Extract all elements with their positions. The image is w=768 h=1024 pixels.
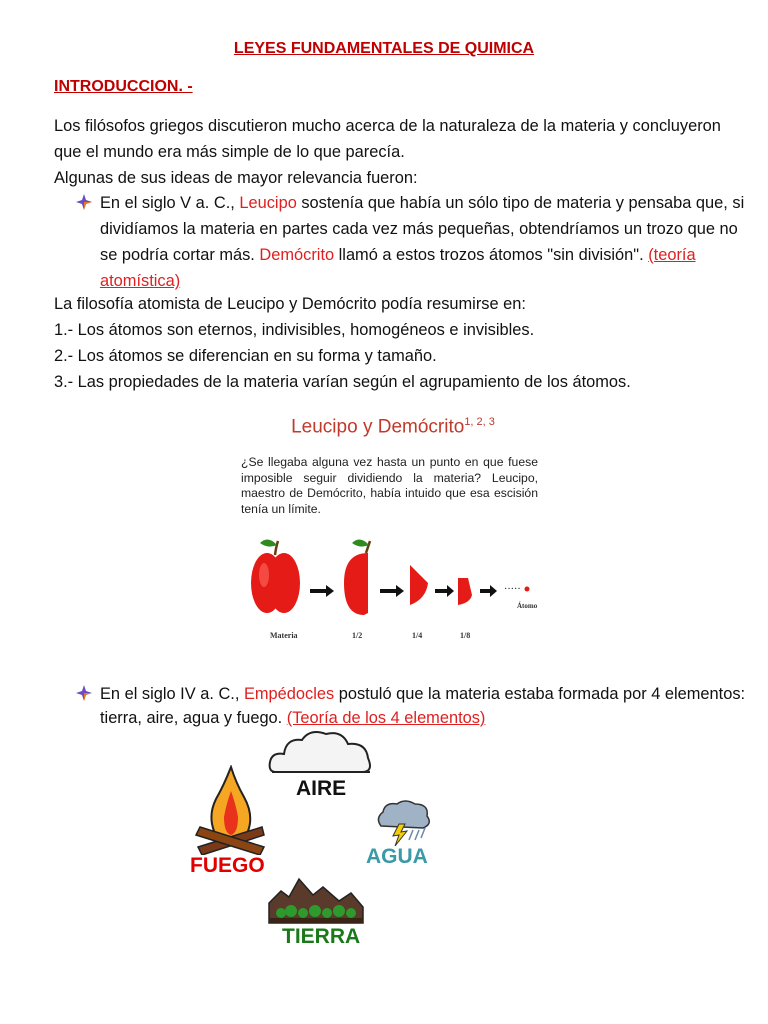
bullet-2-line-2: tierra, aire, agua y fuego. (Teoría de los 4 elementos) [100, 709, 486, 727]
theory-link-cont[interactable]: atomística) [100, 272, 181, 290]
bullet-arrow-icon [76, 685, 92, 701]
bullet-1-line-2: dividíamos la materia en partes cada vez más pequeñas, obtendríamos un trozo que no [100, 220, 738, 238]
label-fuego: FUEGO [190, 854, 265, 877]
svg-text:·····: ····· [504, 584, 521, 595]
name-democrito: Demócrito [259, 246, 335, 264]
quarter-apple-icon [410, 565, 428, 605]
label-tierra: TIERRA [282, 925, 361, 948]
campfire-icon [194, 765, 268, 855]
cloud-icon [268, 728, 376, 776]
page-title: LEYES FUNDAMENTALES DE QUIMICA [233, 40, 535, 57]
storm-cloud-icon [375, 798, 433, 846]
figure-caption: ¿Se llegaba alguna vez hasta un punto en que fuese imposible seguir dividiendo la materia? Leucipo, maestro de Demócrito, había intuido que esa escisión tenía un límite. [241, 455, 538, 516]
bullet-2-line-1: En el siglo IV a. C., Empédocles postuló que la materia estaba formada por 4 elementos: [100, 685, 746, 703]
bullet-1-line-3: se podría cortar más. Demócrito llamó a estos trozos átomos "sin división". (teoría [100, 246, 696, 264]
half-apple-icon [344, 539, 370, 615]
apple-division-figure [240, 525, 540, 645]
label-eighth: 1/8 [460, 631, 471, 640]
name-leucipo: Leucipo [239, 194, 297, 212]
name-empedocles: Empédocles [243, 685, 335, 703]
theory-link[interactable]: (teoría [648, 246, 696, 264]
label-materia: Materia [270, 631, 298, 640]
atomism-item: 3.- Las propiedades de la materia varían según el agrupamiento de los átomos. [54, 373, 631, 391]
atomism-item: 2.- Los átomos se diferencian en su forma y tamaño. [54, 347, 437, 365]
bullet-arrow-icon [76, 194, 92, 210]
theory-4-elements-link[interactable]: (Teoría de los 4 elementos) [286, 709, 486, 727]
atomism-item: 1.- Los átomos son eternos, indivisibles, homogéneos e invisibles. [54, 321, 535, 339]
atomism-intro: La filosofía atomista de Leucipo y Demócrito podía resumirse en: [54, 295, 526, 313]
mountains-icon [267, 873, 365, 925]
label-agua: AGUA [366, 845, 428, 868]
bullet-1-line-1: En el siglo V a. C., Leucipo sostenía que había un sólo tipo de materia y pensaba que, si [100, 194, 745, 212]
apple-icon [251, 539, 300, 613]
label-quarter: 1/4 [412, 631, 423, 640]
label-aire: AIRE [296, 777, 347, 800]
figure-title: Leucipo y Demócrito$^{1, 2, 3}$ [291, 416, 495, 438]
label-half: 1/2 [352, 631, 363, 640]
atom-dot [525, 587, 530, 592]
paragraph-line: Los filósofos griegos discutieron mucho acerca de la naturaleza de la materia y concluyeron [54, 117, 721, 135]
paragraph-line: que el mundo era más simple de lo que parecía. [54, 143, 405, 161]
paragraph-line: Algunas de sus ideas de mayor relevancia fueron: [54, 169, 418, 187]
section-heading: INTRODUCCION. - [54, 78, 193, 95]
eighth-apple-icon [458, 578, 472, 605]
label-atomo: Átomo [517, 602, 538, 610]
